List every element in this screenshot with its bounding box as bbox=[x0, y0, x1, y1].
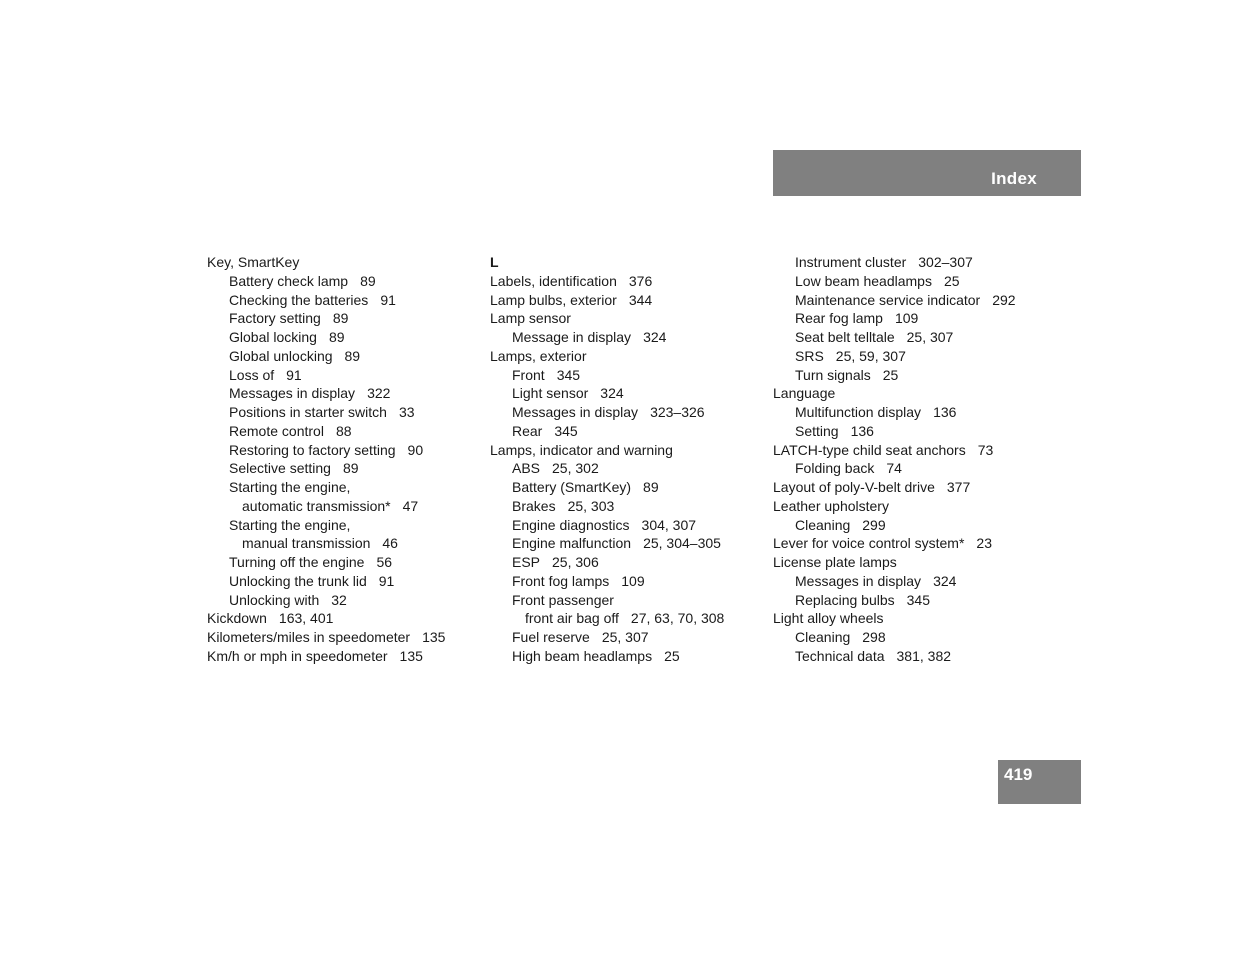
index-entry-page-ref[interactable]: 33 bbox=[398, 404, 415, 420]
index-entry-page-ref[interactable]: 299 bbox=[862, 516, 886, 533]
index-entry-term: Messages in display bbox=[512, 404, 639, 420]
index-entry bbox=[773, 628, 1043, 647]
index-entry-term: Leather upholstery bbox=[773, 497, 889, 514]
index-entry-term: High beam headlamps bbox=[512, 647, 653, 664]
index-entry bbox=[490, 347, 760, 366]
index-entry bbox=[490, 553, 760, 572]
index-entry bbox=[490, 272, 760, 291]
index-entry-page-ref[interactable]: 47 bbox=[402, 497, 419, 514]
index-entry-term: Front fog lamps bbox=[512, 572, 610, 589]
index-entry-page-ref[interactable]: 89 bbox=[328, 329, 345, 345]
index-entry bbox=[490, 647, 760, 666]
index-entry bbox=[207, 497, 477, 516]
index-column-3 bbox=[773, 253, 1043, 666]
index-entry-page-ref[interactable]: 23 bbox=[976, 535, 992, 552]
index-entry bbox=[773, 609, 1043, 628]
index-entry bbox=[490, 403, 760, 422]
index-entry-page-ref[interactable]: 135 bbox=[399, 647, 423, 664]
index-entry-term: Multifunction display bbox=[795, 404, 922, 420]
index-entry-term: Battery check lamp bbox=[229, 272, 349, 289]
index-entry bbox=[207, 366, 477, 385]
index-entry-page-ref[interactable]: 381, 382 bbox=[896, 647, 952, 664]
index-entry-page-ref[interactable]: 25, 307 bbox=[601, 629, 649, 645]
index-entry bbox=[490, 628, 760, 647]
index-entry bbox=[207, 253, 477, 272]
index-entry bbox=[207, 403, 477, 422]
index-entry-page-ref[interactable]: 89 bbox=[342, 460, 359, 477]
index-entry-term: Rear fog lamp bbox=[795, 310, 883, 327]
index-entry-page-ref[interactable]: 298 bbox=[862, 629, 886, 645]
index-entry-term: Loss of bbox=[229, 366, 275, 383]
index-entry-term: Cleaning bbox=[795, 629, 851, 645]
index-entry bbox=[207, 347, 477, 366]
index-entry-page-ref[interactable]: 27, 63, 70, 308 bbox=[630, 610, 725, 627]
index-entry bbox=[490, 459, 760, 478]
index-entry-term: Global locking bbox=[229, 329, 317, 345]
index-entry-term: Lever for voice control system* bbox=[773, 535, 965, 552]
index-entry-term: Technical data bbox=[795, 647, 885, 664]
index-entry-term: Turn signals bbox=[795, 366, 871, 383]
index-entry-term: Fuel reserve bbox=[512, 629, 590, 645]
index-entry bbox=[207, 459, 477, 478]
index-entry-page-ref[interactable]: 109 bbox=[894, 310, 919, 327]
index-entry-page-ref[interactable]: 376 bbox=[628, 272, 653, 289]
index-entry-term: Unlocking with bbox=[229, 591, 320, 608]
index-entry bbox=[490, 516, 760, 535]
index-entry-term: Maintenance service indicator bbox=[795, 291, 981, 308]
index-entry-term: Front passenger bbox=[512, 591, 614, 608]
index-entry-term: Turning off the engine bbox=[229, 554, 365, 570]
index-entry bbox=[773, 459, 1043, 478]
index-entry-page-ref[interactable]: 25 bbox=[882, 366, 899, 383]
index-entry-page-ref[interactable]: 74 bbox=[886, 460, 902, 477]
index-entry-term: Positions in starter switch bbox=[229, 404, 387, 420]
index-entry-page-ref[interactable]: 322 bbox=[367, 385, 391, 402]
index-entry-page-ref[interactable]: 324 bbox=[600, 385, 624, 402]
index-entry-page-ref[interactable]: 25, 302 bbox=[552, 460, 599, 477]
index-entry bbox=[773, 403, 1043, 422]
index-entry-page-ref[interactable]: 163, 401 bbox=[278, 610, 334, 627]
index-entry-term: ESP bbox=[512, 554, 541, 570]
index-entry-term: Lamps, indicator and warning bbox=[490, 441, 673, 458]
index-entry bbox=[207, 328, 477, 347]
index-entry-term: Messages in display bbox=[795, 572, 922, 589]
index-entry-term: Language bbox=[773, 385, 836, 402]
index-entry-page-ref[interactable]: 25, 307 bbox=[906, 329, 954, 345]
index-entry bbox=[207, 647, 477, 666]
section-header-bar bbox=[773, 150, 1081, 196]
index-entry bbox=[773, 328, 1043, 347]
index-entry bbox=[207, 384, 477, 403]
index-entry-term: manual transmission bbox=[242, 535, 371, 552]
index-entry-page-ref[interactable]: 109 bbox=[621, 572, 645, 589]
index-entry-term: Cleaning bbox=[795, 516, 851, 533]
index-entry-term: Starting the engine, bbox=[229, 516, 351, 533]
index-entry bbox=[490, 384, 760, 403]
index-entry bbox=[773, 516, 1043, 535]
index-entry-page-ref[interactable]: 89 bbox=[643, 479, 659, 495]
index-entry-page-ref[interactable]: 91 bbox=[380, 291, 396, 308]
index-entry-term: Unlocking the trunk lid bbox=[229, 572, 367, 589]
index-entry-term: Light alloy wheels bbox=[773, 610, 884, 627]
index-entry-page-ref[interactable]: 25, 304–305 bbox=[643, 535, 721, 552]
index-entry-term: Kickdown bbox=[207, 610, 267, 627]
index-entry-page-ref[interactable]: 344 bbox=[628, 291, 653, 308]
page-number-box bbox=[998, 760, 1081, 804]
index-entry bbox=[773, 253, 1043, 272]
index-entry-page-ref[interactable]: 46 bbox=[382, 535, 398, 552]
index-entry bbox=[773, 422, 1043, 441]
index-entry-page-ref[interactable]: 304, 307 bbox=[641, 516, 697, 533]
index-entry bbox=[207, 516, 477, 535]
index-letter-heading bbox=[490, 253, 760, 272]
index-entry bbox=[207, 478, 477, 497]
index-entry-page-ref[interactable]: 91 bbox=[286, 366, 302, 383]
index-entry bbox=[490, 309, 760, 328]
index-entry-term: Checking the batteries bbox=[229, 291, 369, 308]
index-entry-page-ref[interactable]: 56 bbox=[376, 554, 393, 570]
index-entry-term: Km/h or mph in speedometer bbox=[207, 647, 388, 664]
index-entry bbox=[773, 534, 1043, 553]
index-entry bbox=[490, 572, 760, 591]
index-entry-term: Restoring to factory setting bbox=[229, 441, 396, 458]
index-entry bbox=[490, 328, 760, 347]
index-entry-page-ref[interactable]: 25, 306 bbox=[552, 554, 599, 570]
index-entry-term: Rear bbox=[512, 422, 543, 439]
index-entry bbox=[207, 272, 477, 291]
index-entry-page-ref[interactable]: 136 bbox=[850, 422, 874, 439]
index-entry-term: Labels, identification bbox=[490, 272, 617, 289]
index-entry bbox=[490, 366, 760, 385]
index-entry-page-ref[interactable]: 136 bbox=[933, 404, 957, 420]
index-entry-page-ref[interactable]: 345 bbox=[554, 422, 578, 439]
index-entry-term: Folding back bbox=[795, 460, 875, 477]
index-entry bbox=[207, 553, 477, 572]
index-entry-page-ref[interactable]: 91 bbox=[378, 572, 395, 589]
index-entry-page-ref[interactable]: 324 bbox=[643, 329, 667, 345]
index-entry-term: Message in display bbox=[512, 329, 632, 345]
index-entry-term: automatic transmission* bbox=[242, 497, 391, 514]
index-entry-term: Messages in display bbox=[229, 385, 356, 402]
index-entry-page-ref[interactable]: 25 bbox=[943, 272, 960, 289]
index-entry bbox=[773, 366, 1043, 385]
index-entry-page-ref[interactable]: 89 bbox=[344, 347, 361, 364]
index-entry-page-ref[interactable]: 377 bbox=[946, 479, 971, 495]
index-entry bbox=[207, 609, 477, 628]
index-entry bbox=[490, 497, 760, 516]
index-entry bbox=[490, 591, 760, 610]
index-entry bbox=[207, 572, 477, 591]
index-entry-term: Brakes bbox=[512, 497, 556, 514]
index-entry bbox=[773, 272, 1043, 291]
index-entry-page-ref[interactable]: 302–307 bbox=[918, 254, 973, 270]
index-entry-term: Engine malfunction bbox=[512, 535, 632, 552]
index-entry bbox=[490, 441, 760, 460]
index-entry-term: Remote control bbox=[229, 422, 324, 439]
index-entry bbox=[773, 291, 1043, 310]
index-entry-page-ref[interactable]: 89 bbox=[332, 310, 349, 327]
index-column-2 bbox=[490, 253, 760, 666]
index-entry bbox=[773, 497, 1043, 516]
index-entry-term: SRS bbox=[795, 347, 824, 364]
index-entry bbox=[773, 441, 1043, 460]
index-entry bbox=[490, 609, 760, 628]
index-entry-term: Light sensor bbox=[512, 385, 589, 402]
index-entry-page-ref[interactable]: 345 bbox=[556, 366, 581, 383]
index-entry-term: Selective setting bbox=[229, 460, 331, 477]
index-entry-term: Seat belt telltale bbox=[795, 329, 895, 345]
index-entry-term: Kilometers/miles in speedometer bbox=[207, 629, 411, 645]
index-entry-term: Lamp bulbs, exterior bbox=[490, 291, 617, 308]
index-entry-term: Low beam headlamps bbox=[795, 272, 932, 289]
index-entry bbox=[773, 647, 1043, 666]
index-entry-page-ref[interactable]: 324 bbox=[933, 572, 957, 589]
index-entry-term: Replacing bulbs bbox=[795, 591, 895, 608]
index-entry-page-ref[interactable]: 25 bbox=[664, 647, 680, 664]
index-entry bbox=[773, 591, 1043, 610]
index-entry bbox=[207, 591, 477, 610]
index-entry bbox=[490, 478, 760, 497]
index-entry-term: Lamps, exterior bbox=[490, 347, 587, 364]
index-entry-page-ref[interactable]: 32 bbox=[331, 591, 347, 608]
index-entry bbox=[207, 441, 477, 460]
index-entry-term: front air bag off bbox=[525, 610, 619, 627]
index-entry-term: License plate lamps bbox=[773, 554, 897, 570]
index-entry bbox=[490, 534, 760, 553]
index-entry bbox=[207, 291, 477, 310]
index-entry bbox=[773, 572, 1043, 591]
index-entry-page-ref[interactable]: 292 bbox=[992, 291, 1016, 308]
index-entry bbox=[773, 384, 1043, 403]
index-entry-term: Engine diagnostics bbox=[512, 516, 630, 533]
index-entry-page-ref[interactable]: 323–326 bbox=[650, 404, 705, 420]
index-entry-term: Starting the engine, bbox=[229, 479, 351, 495]
index-entry-term: LATCH-type child seat anchors bbox=[773, 441, 966, 458]
index-entry-term: Global unlocking bbox=[229, 347, 333, 364]
index-entry-page-ref[interactable]: 89 bbox=[360, 272, 376, 289]
index-entry-term: Key, SmartKey bbox=[207, 254, 300, 270]
index-entry-page-ref[interactable]: 135 bbox=[422, 629, 446, 645]
index-entry-page-ref[interactable]: 345 bbox=[906, 591, 930, 608]
index-entry bbox=[773, 553, 1043, 572]
page-number: 419 bbox=[1004, 765, 1033, 784]
index-entry-term: Instrument cluster bbox=[795, 254, 907, 270]
index-column-1 bbox=[207, 253, 477, 666]
section-title: Index bbox=[991, 169, 1037, 188]
index-entry-term: L bbox=[490, 254, 499, 270]
index-entry-term: Lamp sensor bbox=[490, 310, 571, 327]
index-entry bbox=[773, 309, 1043, 328]
index-entry bbox=[773, 347, 1043, 366]
index-entry-term: Setting bbox=[795, 422, 839, 439]
index-entry-term: Battery (SmartKey) bbox=[512, 479, 632, 495]
index-entry bbox=[490, 422, 760, 441]
index-entry-page-ref[interactable]: 25, 303 bbox=[567, 497, 615, 514]
index-entry-page-ref[interactable]: 88 bbox=[335, 422, 352, 439]
index-entry bbox=[207, 628, 477, 647]
index-entry-term: Front bbox=[512, 366, 545, 383]
index-entry-page-ref[interactable]: 25, 59, 307 bbox=[835, 347, 906, 364]
index-entry-term: Layout of poly-V-belt drive bbox=[773, 479, 935, 495]
index-entry-page-ref[interactable]: 90 bbox=[407, 441, 424, 458]
index-entry bbox=[207, 422, 477, 441]
index-entry bbox=[207, 534, 477, 553]
index-entry bbox=[773, 478, 1043, 497]
index-entry-term: ABS bbox=[512, 460, 541, 477]
index-entry bbox=[490, 291, 760, 310]
index-entry bbox=[207, 309, 477, 328]
index-entry-page-ref[interactable]: 73 bbox=[977, 441, 994, 458]
index-entry-term: Factory setting bbox=[229, 310, 321, 327]
